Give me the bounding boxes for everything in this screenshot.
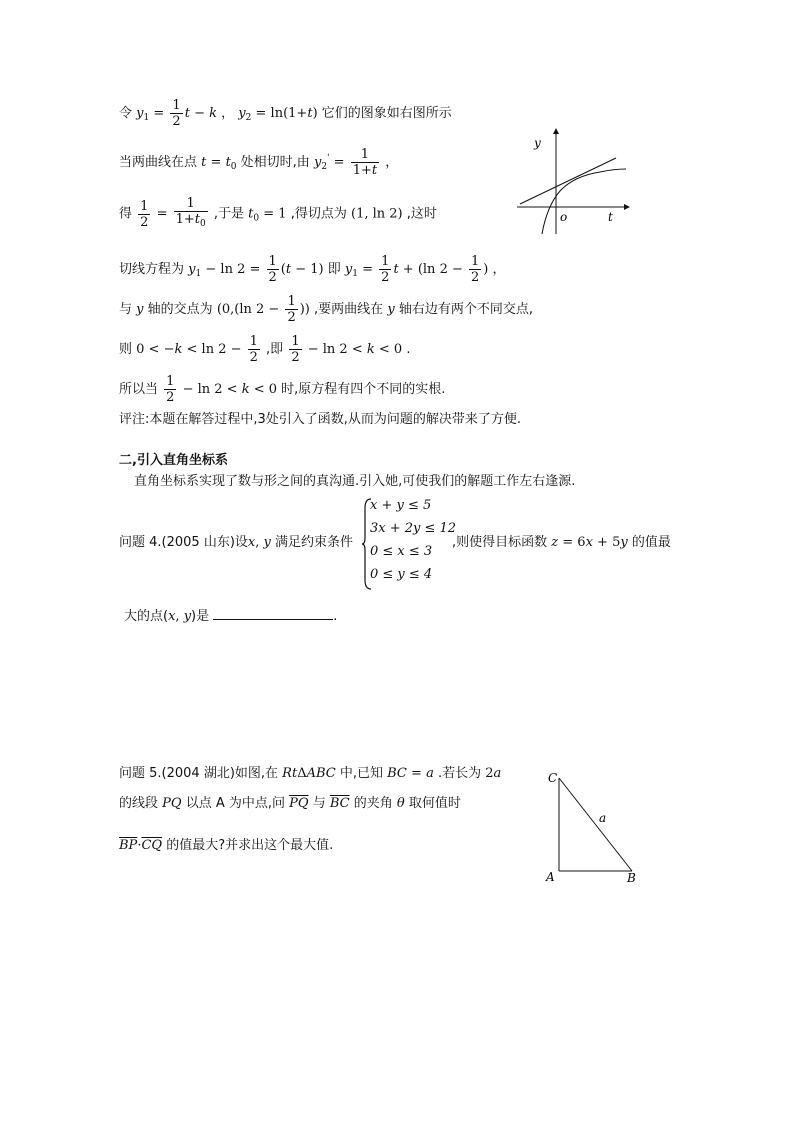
log-curve <box>542 169 626 234</box>
y-axis-arrow <box>553 128 559 134</box>
line-y-intercept: 与 y 轴的交点为 (0,(ln 2 − $\frac{1}{2}$ )) ,要两曲线在 y 轴右边有两个不同交点, <box>119 294 533 325</box>
tangent-line <box>520 158 616 204</box>
vertex-c-label: C <box>548 771 558 785</box>
problem-4-statement: 问题 4.(2005 山东)设x, y 满足约束条件 <box>119 535 354 550</box>
line-comment: 评注:本题在解答过程中,3处引入了函数,从而为问题的解决带来了方便. <box>119 412 522 427</box>
section-intro: 直角坐标系实现了数与形之间的真沟通.引入她,可使我们的解题工作左右逢源. <box>134 474 576 489</box>
constraint-1: x + y ≤ 5 <box>370 498 432 513</box>
vertex-a-label: A <box>546 870 555 884</box>
line-k-range: 则 0 < −k < ln 2 − $\frac{1}{2}$ ,即 $\frac{1}{2}$ − ln 2 < k < 0 . <box>119 334 411 365</box>
line-define-functions: 令 $y_1$ = $\frac{1}{2}$ t − k ， $y_2 = \ln(1+t)$ 它们的图象如右图所示 <box>119 98 452 129</box>
section-heading: 二,引入直角坐标系 <box>119 453 228 468</box>
answer-blank[interactable] <box>213 607 333 620</box>
side-a-label: a <box>599 811 607 825</box>
side-cb <box>559 778 632 871</box>
triangle-figure <box>542 768 647 886</box>
origin-label: o <box>560 210 568 224</box>
constraint-system <box>370 494 456 586</box>
line-tangent-point: 得 $\frac{1}{2}$ = $\frac{1}{1+t_0}$ ,于是 $t_0 = 1$ ,得切点为 (1, ln 2) ,这时 <box>119 196 437 230</box>
problem-5-line-2: 的线段 PQ 以点 A 为中点,问 $\overline{PQ}$ 与 $\overline{BC}$ 的夹角 θ 取何值时 <box>119 796 461 811</box>
constraint-4: 0 ≤ y ≤ 4 <box>370 567 433 582</box>
t-axis-arrow <box>624 204 630 210</box>
vertex-b-label: B <box>627 871 636 885</box>
line-tangent-condition: 当两曲线在点 $t = t_0$ 处相切时,由 $y_2'$ = $\frac{1}{1+t}$ ， <box>119 147 399 178</box>
problem-4-answer-line: 大的点(x, y)是 . <box>124 609 338 624</box>
line-tangent-equation: 切线方程为 $y_1 - \ln 2$ = $\frac{1}{2}$ (t − 1) 即 $y_1$ = $\frac{1}{2}$ t + (ln 2 − $\frac{1}{2}$ ) ， <box>119 254 506 285</box>
problem-4-objective: ,则使得目标函数 z = 6x + 5y 的值最 <box>452 535 671 550</box>
y-axis-label: y <box>534 136 541 150</box>
line-conclusion: 所以当 $\frac{1}{2}$ − ln 2 < k < 0 时,原方程有四个不同的实根. <box>119 374 446 405</box>
t-axis-label: t <box>608 210 613 224</box>
constraint-3: 0 ≤ x ≤ 3 <box>370 544 433 559</box>
problem-5-line-1: 问题 5.(2004 湖北)如图,在 RtΔABC 中,已知 BC = a .若长为 2a <box>119 766 502 781</box>
function-graph <box>512 126 632 236</box>
constraint-2: 3x + 2y ≤ 12 <box>370 521 457 536</box>
problem-5-line-3: $\overline{BP}\cdot\overline{CQ}$ 的值最大?并求出这个最大值. <box>119 838 334 853</box>
